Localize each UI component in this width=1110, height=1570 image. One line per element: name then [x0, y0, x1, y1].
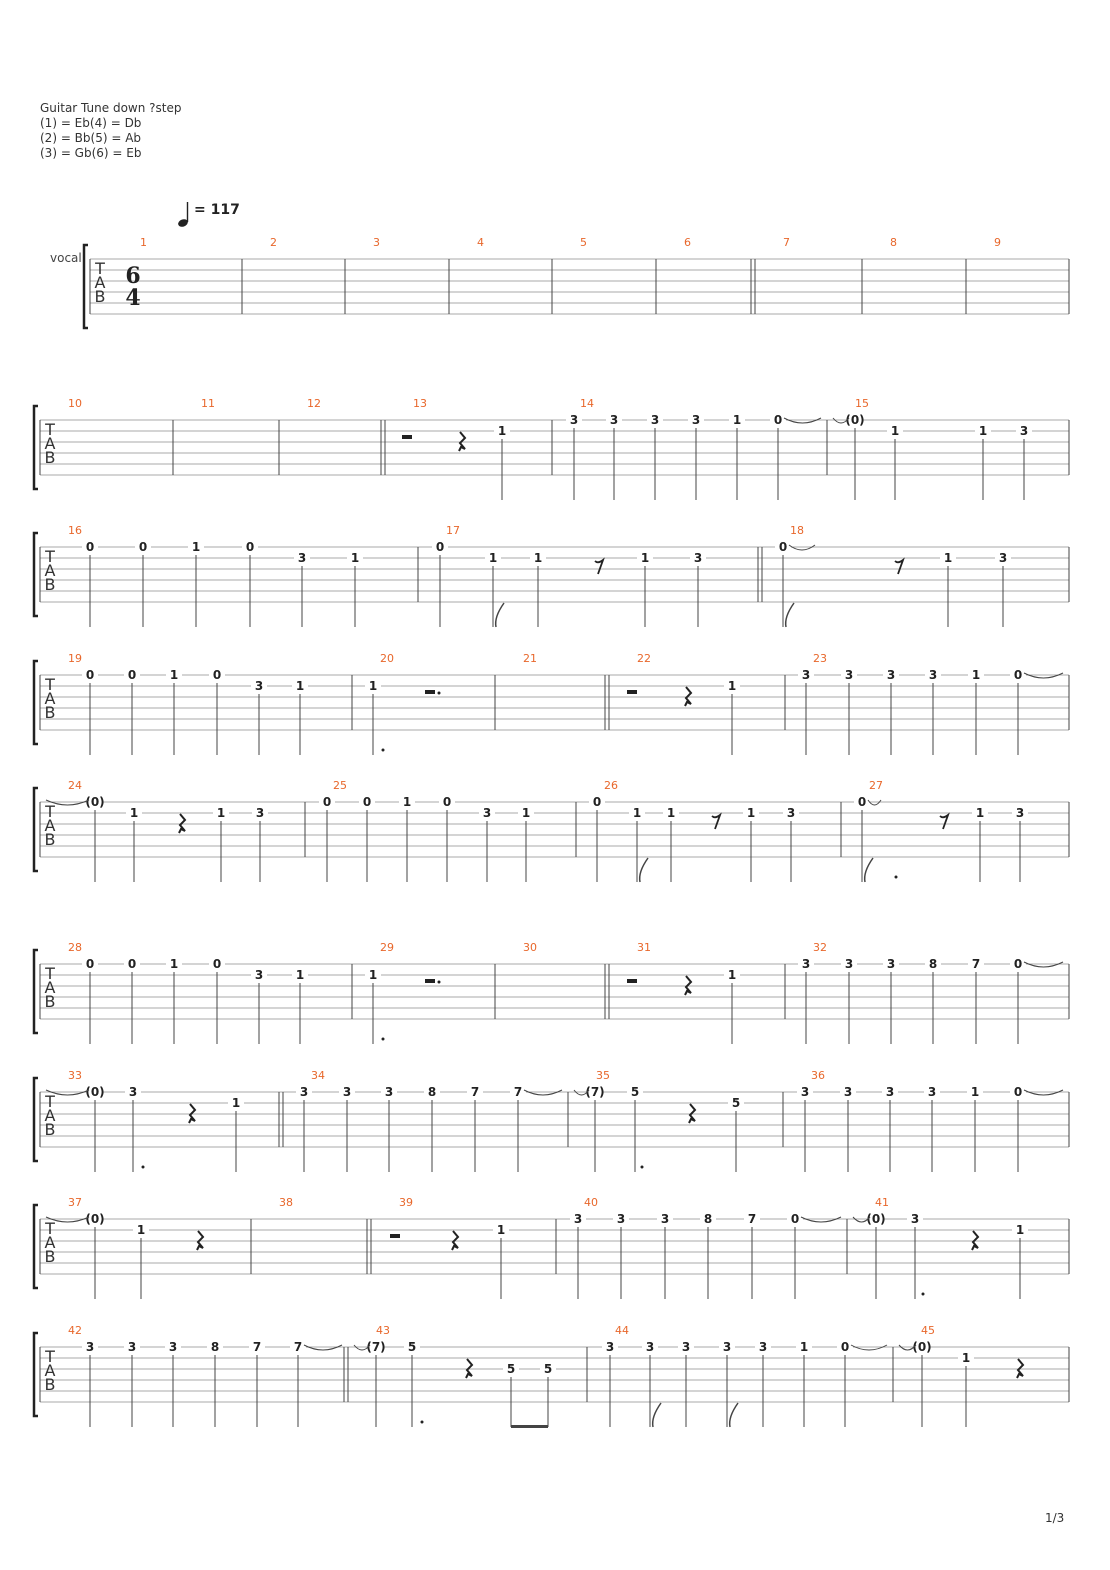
- system-bracket: [84, 245, 88, 328]
- measure-number: 8: [890, 236, 897, 249]
- note-flag: [640, 858, 648, 882]
- fret-number: (0): [85, 1212, 105, 1226]
- fret-number: (7): [366, 1340, 386, 1354]
- system-bracket: [34, 1078, 38, 1161]
- rest-dot: [438, 692, 441, 695]
- system-bracket: [34, 950, 38, 1033]
- tab-system: [84, 245, 1069, 328]
- fret-number: 0: [245, 540, 255, 554]
- tab-clef-letter: T: [45, 420, 55, 439]
- measure-number: 3: [373, 236, 380, 249]
- fret-number: 0: [857, 795, 867, 809]
- fret-number: 3: [297, 551, 307, 565]
- tab-clef-letter: T: [45, 675, 55, 694]
- tab-clef-letter: B: [94, 287, 106, 306]
- fret-number: 1: [1015, 1223, 1025, 1237]
- fret-number: 3: [85, 1340, 95, 1354]
- measure-number: 17: [446, 524, 460, 537]
- measure-number: 11: [201, 397, 215, 410]
- fret-number: (0): [85, 1085, 105, 1099]
- fret-number: 3: [691, 413, 701, 427]
- fret-number: 5: [407, 1340, 417, 1354]
- fret-number: 0: [322, 795, 332, 809]
- measure-number: 36: [811, 1069, 825, 1082]
- fret-number: 3: [786, 806, 796, 820]
- fret-number: 8: [928, 957, 938, 971]
- tab-clef-letter: A: [44, 1361, 56, 1380]
- fret-number: 8: [210, 1340, 220, 1354]
- fret-number: 0: [442, 795, 452, 809]
- measure-number: 40: [584, 1196, 598, 1209]
- fret-number: 3: [384, 1085, 394, 1099]
- tab-clef-letter: A: [44, 434, 56, 453]
- tab-clef-letter: B: [44, 1247, 56, 1266]
- measure-number: 21: [523, 652, 537, 665]
- fret-number: 1: [295, 679, 305, 693]
- measure-number: 18: [790, 524, 804, 537]
- measure-number: 41: [875, 1196, 889, 1209]
- tempo-marking: = 117: [194, 202, 240, 218]
- measure-number: 34: [311, 1069, 325, 1082]
- measure-number: 26: [604, 779, 618, 792]
- note-flag: [730, 1403, 738, 1427]
- fret-number: 0: [773, 413, 783, 427]
- duration-dot: [421, 1421, 424, 1424]
- tab-system: [34, 788, 1069, 882]
- fret-number: 3: [342, 1085, 352, 1099]
- fret-number: 7: [252, 1340, 262, 1354]
- fret-number: 1: [890, 424, 900, 438]
- fret-number: 0: [592, 795, 602, 809]
- half-rest: [402, 435, 412, 439]
- fret-number: 3: [660, 1212, 670, 1226]
- tab-system: [34, 406, 1069, 500]
- fret-number: 3: [254, 968, 264, 982]
- tab-system: [34, 661, 1069, 755]
- fret-number: 3: [1019, 424, 1029, 438]
- measure-number: 12: [307, 397, 321, 410]
- fret-number: 3: [722, 1340, 732, 1354]
- tab-clef-letter: A: [44, 978, 56, 997]
- fret-number: 3: [844, 957, 854, 971]
- fret-number: 3: [928, 668, 938, 682]
- measure-number: 28: [68, 941, 82, 954]
- measure-number: 31: [637, 941, 651, 954]
- fret-number: 3: [482, 806, 492, 820]
- eighth-rest: [712, 815, 720, 829]
- fret-number: 5: [630, 1085, 640, 1099]
- tab-clef-letter: T: [45, 964, 55, 983]
- fret-number: 1: [799, 1340, 809, 1354]
- fret-number: 3: [910, 1212, 920, 1226]
- tuning-line: (2) = Bb(5) = Ab: [40, 131, 142, 145]
- tab-clef-letter: T: [45, 802, 55, 821]
- measure-number: 29: [380, 941, 394, 954]
- tab-clef-letter: T: [45, 1347, 55, 1366]
- half-rest: [425, 690, 435, 694]
- duration-dot: [382, 749, 385, 752]
- measure-number: 16: [68, 524, 82, 537]
- fret-number: 3: [801, 957, 811, 971]
- eighth-rest: [595, 560, 603, 574]
- fret-number: 5: [731, 1096, 741, 1110]
- fret-number: 1: [640, 551, 650, 565]
- tab-clef-letter: A: [44, 689, 56, 708]
- fret-number: 0: [1013, 1085, 1023, 1099]
- measure-number: 10: [68, 397, 82, 410]
- measure-number: 14: [580, 397, 594, 410]
- fret-number: 1: [666, 806, 676, 820]
- tab-clef-letter: B: [44, 1375, 56, 1394]
- fret-number: 0: [1013, 668, 1023, 682]
- fret-number: 7: [971, 957, 981, 971]
- fret-number: 0: [212, 957, 222, 971]
- tab-clef-letter: T: [45, 547, 55, 566]
- fret-number: 1: [295, 968, 305, 982]
- fret-number: 0: [138, 540, 148, 554]
- note-flag: [653, 1403, 661, 1427]
- half-rest: [390, 1234, 400, 1238]
- fret-number: 0: [85, 668, 95, 682]
- duration-dot: [641, 1166, 644, 1169]
- fret-number: 0: [840, 1340, 850, 1354]
- measure-number: 33: [68, 1069, 82, 1082]
- duration-dot: [382, 1038, 385, 1041]
- system-bracket: [34, 788, 38, 871]
- fret-number: (0): [85, 795, 105, 809]
- duration-dot: [142, 1166, 145, 1169]
- fret-number: 1: [216, 806, 226, 820]
- fret-number: 0: [1013, 957, 1023, 971]
- fret-number: 8: [703, 1212, 713, 1226]
- tab-system: [34, 950, 1069, 1044]
- measure-number: 1: [140, 236, 147, 249]
- fret-number: 0: [790, 1212, 800, 1226]
- fret-number: 3: [645, 1340, 655, 1354]
- tab-clef-letter: B: [44, 448, 56, 467]
- measure-number: 22: [637, 652, 651, 665]
- fret-number: 3: [681, 1340, 691, 1354]
- measure-number: 30: [523, 941, 537, 954]
- measure-number: 9: [994, 236, 1001, 249]
- fret-number: 3: [650, 413, 660, 427]
- measure-number: 24: [68, 779, 82, 792]
- fret-number: 3: [758, 1340, 768, 1354]
- note-flag: [786, 603, 794, 627]
- measure-number: 32: [813, 941, 827, 954]
- tab-system: [34, 1078, 1069, 1172]
- measure-number: 39: [399, 1196, 413, 1209]
- fret-number: 1: [978, 424, 988, 438]
- tab-clef-letter: B: [44, 575, 56, 594]
- measure-number: 5: [580, 236, 587, 249]
- fret-number: 1: [231, 1096, 241, 1110]
- fret-number: 1: [368, 679, 378, 693]
- tab-clef-letter: B: [44, 830, 56, 849]
- measure-number: 23: [813, 652, 827, 665]
- tab-clef-letter: A: [44, 816, 56, 835]
- system-bracket: [34, 406, 38, 489]
- measure-number: 44: [615, 1324, 629, 1337]
- fret-number: 3: [569, 413, 579, 427]
- tab-clef-letter: A: [44, 1106, 56, 1125]
- fret-number: 1: [191, 540, 201, 554]
- fret-number: 0: [127, 957, 137, 971]
- fret-number: 1: [368, 968, 378, 982]
- tab-clef-letter: B: [44, 703, 56, 722]
- tab-clef-letter: A: [44, 561, 56, 580]
- fret-number: 3: [886, 957, 896, 971]
- fret-number: 0: [362, 795, 372, 809]
- fret-number: 1: [496, 1223, 506, 1237]
- fret-number: 3: [885, 1085, 895, 1099]
- system-bracket: [34, 1333, 38, 1416]
- fret-number: 0: [212, 668, 222, 682]
- fret-number: 0: [85, 957, 95, 971]
- fret-number: 7: [293, 1340, 303, 1354]
- fret-number: 3: [886, 668, 896, 682]
- measure-number: 19: [68, 652, 82, 665]
- fret-number: 3: [255, 806, 265, 820]
- measure-number: 4: [477, 236, 484, 249]
- fret-number: 3: [128, 1085, 138, 1099]
- tuning-line: Guitar Tune down ?step: [40, 101, 182, 115]
- measure-number: 6: [684, 236, 691, 249]
- fret-number: 3: [800, 1085, 810, 1099]
- measure-number: 13: [413, 397, 427, 410]
- tab-clef-letter: T: [95, 259, 105, 278]
- fret-number: 1: [129, 806, 139, 820]
- fret-number: 1: [732, 413, 742, 427]
- fret-number: (7): [585, 1085, 605, 1099]
- fret-number: 0: [85, 540, 95, 554]
- half-rest: [627, 690, 637, 694]
- tab-clef-letter: T: [45, 1219, 55, 1238]
- fret-number: 3: [299, 1085, 309, 1099]
- page-number: 1/3: [1045, 1511, 1065, 1525]
- tab-clef-letter: B: [44, 992, 56, 1011]
- measure-number: 45: [921, 1324, 935, 1337]
- measure-number: 20: [380, 652, 394, 665]
- duration-dot: [895, 876, 898, 879]
- fret-number: 1: [169, 668, 179, 682]
- fret-number: 3: [844, 668, 854, 682]
- measure-number: 42: [68, 1324, 82, 1337]
- fret-number: 1: [943, 551, 953, 565]
- fret-number: 3: [168, 1340, 178, 1354]
- fret-number: 3: [801, 668, 811, 682]
- tab-system: [34, 533, 1069, 627]
- fret-number: (0): [866, 1212, 886, 1226]
- system-bracket: [34, 661, 38, 744]
- fret-number: 3: [1015, 806, 1025, 820]
- measure-number: 35: [596, 1069, 610, 1082]
- fret-number: 1: [533, 551, 543, 565]
- fret-number: 1: [746, 806, 756, 820]
- fret-number: 7: [747, 1212, 757, 1226]
- measure-number: 25: [333, 779, 347, 792]
- fret-number: (0): [912, 1340, 932, 1354]
- fret-number: 1: [971, 668, 981, 682]
- fret-number: 0: [127, 668, 137, 682]
- fret-number: 1: [136, 1223, 146, 1237]
- tab-system: [34, 1333, 1069, 1428]
- fret-number: 1: [497, 424, 507, 438]
- fret-number: 0: [435, 540, 445, 554]
- duration-dot: [922, 1293, 925, 1296]
- fret-number: 1: [169, 957, 179, 971]
- eighth-rest: [895, 560, 903, 574]
- system-bracket: [34, 533, 38, 616]
- system-bracket: [34, 1205, 38, 1288]
- measure-number: 7: [783, 236, 790, 249]
- fret-number: 1: [727, 679, 737, 693]
- tuning-line: (3) = Gb(6) = Eb: [40, 146, 142, 160]
- fret-number: 3: [573, 1212, 583, 1226]
- measure-number: 15: [855, 397, 869, 410]
- tab-clef-letter: A: [94, 273, 106, 292]
- fret-number: 1: [727, 968, 737, 982]
- fret-number: 7: [513, 1085, 523, 1099]
- fret-number: (0): [845, 413, 865, 427]
- tab-clef-letter: B: [44, 1120, 56, 1139]
- fret-number: 3: [843, 1085, 853, 1099]
- fret-number: 1: [521, 806, 531, 820]
- tab-system: [34, 1205, 1069, 1299]
- measure-number: 38: [279, 1196, 293, 1209]
- fret-number: 3: [693, 551, 703, 565]
- fret-number: 3: [998, 551, 1008, 565]
- fret-number: 3: [605, 1340, 615, 1354]
- time-signature-bottom: 4: [125, 285, 141, 311]
- fret-number: 3: [616, 1212, 626, 1226]
- fret-number: 3: [127, 1340, 137, 1354]
- fret-number: 3: [254, 679, 264, 693]
- fret-number: 1: [350, 551, 360, 565]
- fret-number: 1: [632, 806, 642, 820]
- fret-number: 3: [927, 1085, 937, 1099]
- measure-number: 37: [68, 1196, 82, 1209]
- fret-number: 1: [975, 806, 985, 820]
- note-flag: [865, 858, 873, 882]
- fret-number: 8: [427, 1085, 437, 1099]
- note-flag: [496, 603, 504, 627]
- eighth-rest: [940, 815, 948, 829]
- tab-clef-letter: A: [44, 1233, 56, 1252]
- rest-dot: [438, 981, 441, 984]
- measure-number: 43: [376, 1324, 390, 1337]
- measure-number: 2: [270, 236, 277, 249]
- fret-number: 0: [778, 540, 788, 554]
- fret-number: 1: [488, 551, 498, 565]
- time-signature-top: 6: [125, 263, 141, 289]
- half-rest: [425, 979, 435, 983]
- tab-clef-letter: T: [45, 1092, 55, 1111]
- track-label: vocal: [50, 251, 82, 265]
- fret-number: 5: [506, 1362, 516, 1376]
- fret-number: 3: [609, 413, 619, 427]
- fret-number: 1: [970, 1085, 980, 1099]
- measure-number: 27: [869, 779, 883, 792]
- fret-number: 1: [402, 795, 412, 809]
- half-rest: [627, 979, 637, 983]
- fret-number: 5: [543, 1362, 553, 1376]
- tuning-line: (1) = Eb(4) = Db: [40, 116, 142, 130]
- fret-number: 7: [470, 1085, 480, 1099]
- fret-number: 1: [961, 1351, 971, 1365]
- note-beam: [511, 1425, 548, 1428]
